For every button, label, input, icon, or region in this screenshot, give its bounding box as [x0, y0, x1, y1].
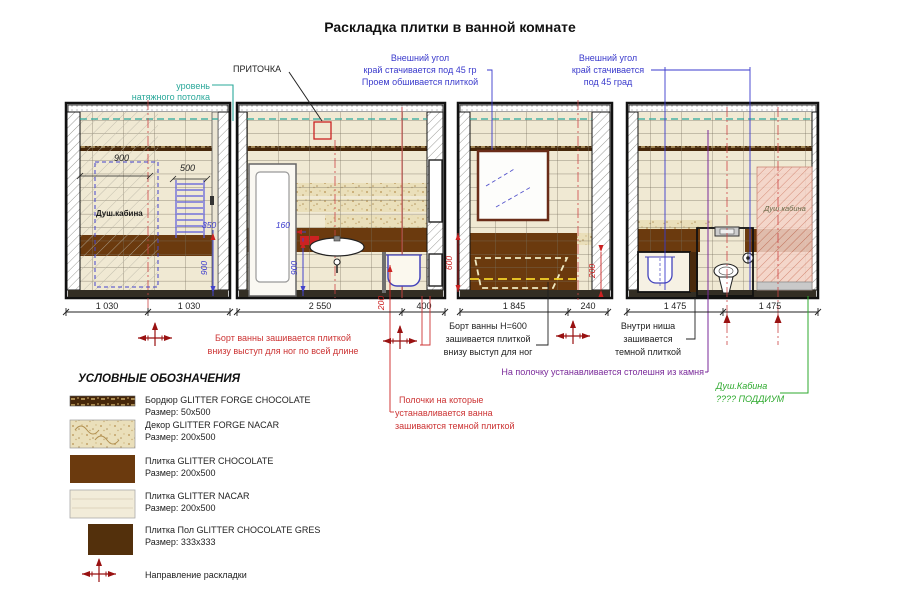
annotation-text: Внешний угол [390, 53, 450, 63]
shower-cabin-label: Душ.кабина [764, 204, 806, 213]
legend-item-size: Размер: 200х500 [145, 468, 216, 478]
niche-opening [429, 160, 442, 222]
legend-item-size: Размер: 200х500 [145, 503, 216, 513]
layout-direction-icon [138, 322, 172, 346]
annotation-text: внизу выступ для ног по всей длине [207, 346, 359, 356]
width-dim-label: 400 [416, 301, 432, 311]
legend-item-size: Размер: 200х500 [145, 432, 216, 442]
legend [70, 373, 320, 582]
wall-section-left [238, 112, 247, 290]
legend-item-name: Направление раскладки [145, 570, 247, 580]
annotation-text: зашивается [623, 334, 673, 344]
annotation-shelves-dark [390, 395, 515, 431]
annotation-text: под 45 град [583, 77, 633, 87]
layout-direction-icon [556, 320, 590, 344]
annotation-text: темной плиткой [614, 347, 682, 357]
dim-label-900v: 900 [289, 260, 299, 276]
annotation-outer-corner-2 [572, 53, 750, 87]
legend-swatch-nacar [70, 490, 135, 518]
shower-handle [210, 196, 214, 205]
panel-1-elevation [63, 100, 233, 316]
dim-label-900: 900 [114, 153, 130, 163]
annotation-text: край стачивается [571, 65, 645, 75]
shower-cabin-area [757, 167, 812, 290]
width-dim-label: 1 030 [95, 301, 119, 311]
wall-section-left [628, 112, 638, 290]
dim-label-900v: 900 [199, 260, 209, 276]
legend-item-size: Размер: 333х333 [145, 537, 216, 547]
legend-swatch-decor [70, 420, 135, 448]
wall-section-right [218, 112, 229, 290]
legend-swatch-bordure [70, 396, 135, 406]
legend-item-name: Бордюр GLITTER FORGE CHOCOLATE [145, 395, 311, 405]
legend-swatch-chocolate [70, 455, 135, 483]
annotation-text: внизу выступ для ног [443, 347, 533, 357]
annotation-text: устанавливается ванна [395, 408, 493, 418]
legend-swatch-floor [88, 524, 133, 555]
ceiling-slab [460, 105, 610, 112]
width-dim-label: 1 030 [177, 301, 201, 311]
ceiling-slab [629, 105, 816, 112]
annotation-text: Проем обшивается плиткой [361, 77, 479, 87]
annotation-text: зашиваются темной плиткой [395, 421, 515, 431]
dim-label-160: 160 [275, 220, 290, 230]
width-dim-label: 240 [580, 301, 596, 311]
width-dim-line [624, 308, 821, 316]
annotation-text: Борт ванны зашивается плиткой [215, 333, 351, 343]
layout-arrow-up [775, 314, 782, 323]
ceiling-slab [239, 105, 443, 112]
legend-item-name: Плитка GLITTER CHOCOLATE [145, 456, 274, 466]
valve-icon [743, 252, 753, 264]
wall-section-right [812, 112, 817, 290]
annotation-text: Внешний угол [578, 53, 638, 63]
annotation-text: натяжного потолка [131, 92, 210, 102]
panel-3-elevation [444, 100, 612, 316]
width-dim-label: 1 475 [663, 301, 687, 311]
layout-direction-icon [82, 558, 116, 582]
layout-direction-icon [383, 325, 417, 349]
door [249, 164, 296, 296]
dim-label-200: 200 [376, 295, 386, 311]
legend-item-size: Размер: 50х500 [145, 407, 211, 417]
panel-2-elevation [234, 103, 448, 412]
shower-cabin-label: Душ.кабина [96, 209, 143, 218]
wall-section-left [459, 112, 470, 290]
legend-item-name: Плитка GLITTER NACAR [145, 491, 250, 501]
dim-label-500: 500 [180, 163, 196, 173]
niche-opening [429, 254, 442, 286]
drawing-title: Раскладка плитки в ванной комнате [324, 19, 576, 35]
annotation-text: зашивается плиткой [445, 334, 531, 344]
width-dim-label: 2 550 [308, 301, 332, 311]
annotation-text: На полочку устанавливается столешня из камня [501, 367, 704, 377]
leader-line [686, 298, 695, 339]
width-dim-label: 1 845 [502, 301, 526, 311]
annotation-text: край стачивается под 45 гр [363, 65, 477, 75]
dim-label-600: 600 [444, 255, 454, 271]
mirror-opening [478, 151, 548, 220]
annotation-text: Душ.Кабина [716, 381, 768, 391]
leader-line [780, 296, 808, 393]
annotation-shelf-stone [501, 367, 708, 377]
wall-section-left [67, 112, 80, 290]
width-dim-label: 1 475 [758, 301, 782, 311]
annotation-text: Внутри ниша [620, 321, 676, 331]
width-dim-line [63, 308, 233, 316]
shower-tray [757, 282, 812, 290]
floor-band [460, 290, 610, 297]
dim-label-350: 350 [202, 220, 217, 230]
annotation-text: ПРИТОЧКА [233, 64, 282, 74]
legend-item-name: Декор GLITTER FORGE NACAR [145, 420, 280, 430]
annotation-text: уровень [176, 81, 210, 91]
dim-label-200: 200 [587, 263, 597, 279]
shower-glass-hatch [80, 112, 158, 290]
legend-item-name: Плитка Пол GLITTER CHOCOLATE GRES [145, 525, 321, 535]
legend-title: УСЛОВНЫЕ ОБОЗНАЧЕНИЯ [78, 373, 240, 385]
annotation-text: Полочки на которые [399, 395, 484, 405]
annotation-text: ???? ПОДДИУМ [716, 394, 785, 404]
layout-arrow-up [724, 314, 731, 323]
niche-toilet [638, 252, 698, 292]
annotation-text: Борт ванны H=600 [449, 321, 527, 331]
